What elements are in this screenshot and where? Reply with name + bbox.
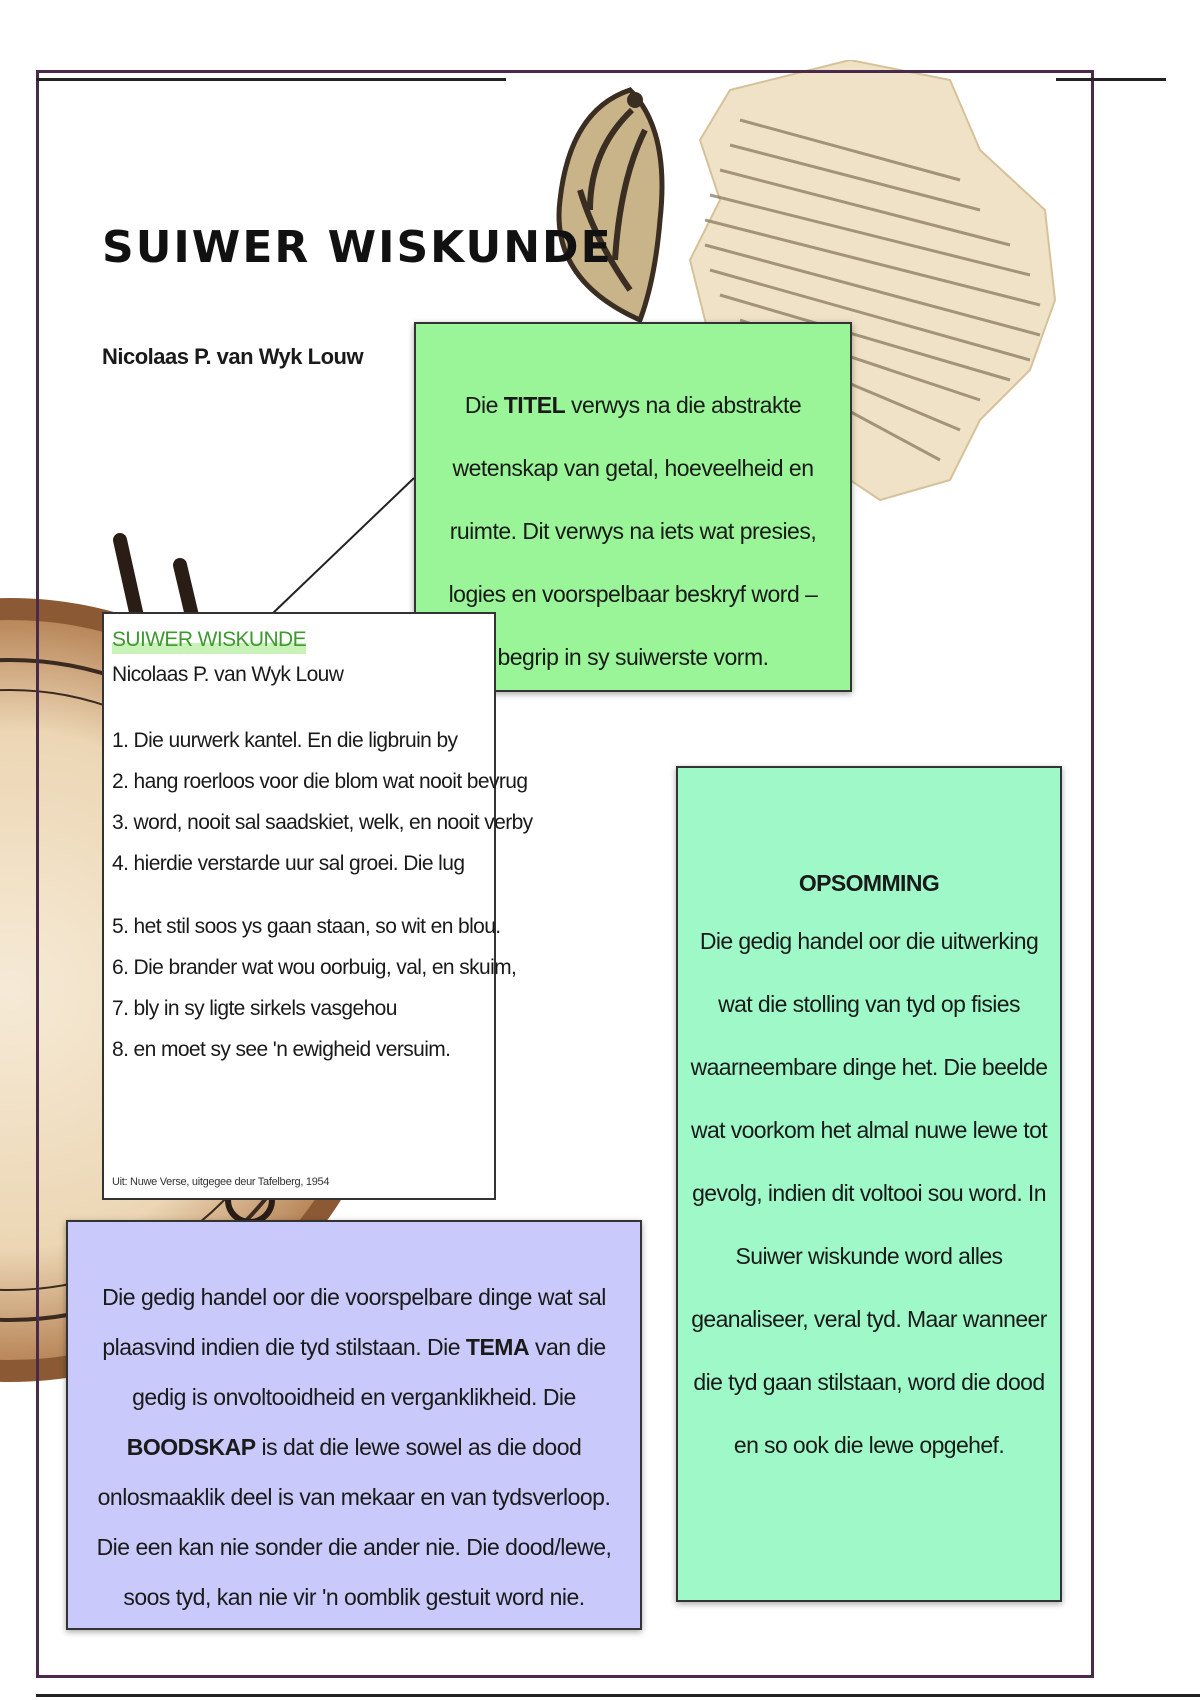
summary-heading: OPSOMMING — [798, 870, 940, 896]
theme-message-box — [66, 1220, 642, 1630]
page-author: Nicolaas P. van Wyk Louw — [102, 344, 364, 369]
theme-text-2: van die gedig is onvoltooidheid en verganklikheid. Die — [132, 1334, 606, 1410]
poem-line: 8. en moet sy see 'n ewigheid versuim. — [112, 1038, 451, 1061]
theme-text-1: Die gedig handel oor die voorspelbare dinge wat sal plaasvind indien die tyd stilstaan. Die — [102, 1284, 606, 1360]
poem-line: 4. hierdie verstarde uur sal groei. Die lug — [112, 852, 465, 875]
poem-title: SUIWER WISKUNDE — [112, 626, 306, 654]
poem-line: 3. word, nooit sal saadskiet, welk, en nooit verby — [112, 811, 533, 834]
title-explanation-bold: TITEL — [503, 392, 566, 418]
title-explanation-pre: Die — [464, 392, 504, 418]
theme-bold: TEMA — [465, 1334, 530, 1360]
poem-source: Uit: Nuwe Verse, uitgegee deur Tafelberg, 1954 — [112, 1176, 330, 1188]
poem-line: 2. hang roerloos voor die blom wat nooit bevrug — [112, 770, 528, 793]
theme-text-3: is dat die lewe sowel as die dood onlosmaaklik deel is van mekaar en van tydsverloop. Die een kan nie sonder die ander nie. Die dood/lewe, soos tyd, kan nie vir 'n oomblik gestuit word nie. — [96, 1434, 612, 1610]
summary-box — [676, 766, 1062, 1602]
title-explanation-post: verwys na die abstrakte wetenskap van getal, hoeveelheid en ruimte. Dit verwys na iets wat presies, logies en voorspelbaar beskryf word – begrip in sy suiwerste vorm. — [448, 392, 818, 670]
page-title: SUIWER WISKUNDE — [102, 222, 613, 273]
poem-box — [102, 612, 533, 1200]
message-bold: BOODSKAP — [126, 1434, 256, 1460]
poem-stanza-1 — [112, 720, 533, 884]
poem-line: 6. Die brander wat wou oorbuig, val, en skuim, — [112, 956, 517, 979]
poem-line: 5. het stil soos ys gaan staan, so wit en blou. — [112, 915, 501, 938]
poem-author: Nicolaas P. van Wyk Louw — [112, 663, 344, 686]
theme-message-text — [80, 1272, 628, 1622]
poem-line: 7. bly in sy ligte sirkels vasgehou — [112, 997, 397, 1020]
poem-stanza-2 — [112, 906, 517, 1070]
poem-line: 1. Die uurwerk kantel. En die ligbruin by — [112, 729, 458, 752]
summary-text: Die gedig handel oor die uitwerking wat die stolling van tyd op fisies waarneembare dinge het. Die beelde wat voorkom het almal nuwe lewe tot gevolg, indien dit voltooi sou word. In Suiwer wiskunde word alles geanaliseer, veral tyd. Maar wanneer die tyd gaan stilstaan, word die dood en so ook die lewe opgehef. — [690, 928, 1048, 1458]
